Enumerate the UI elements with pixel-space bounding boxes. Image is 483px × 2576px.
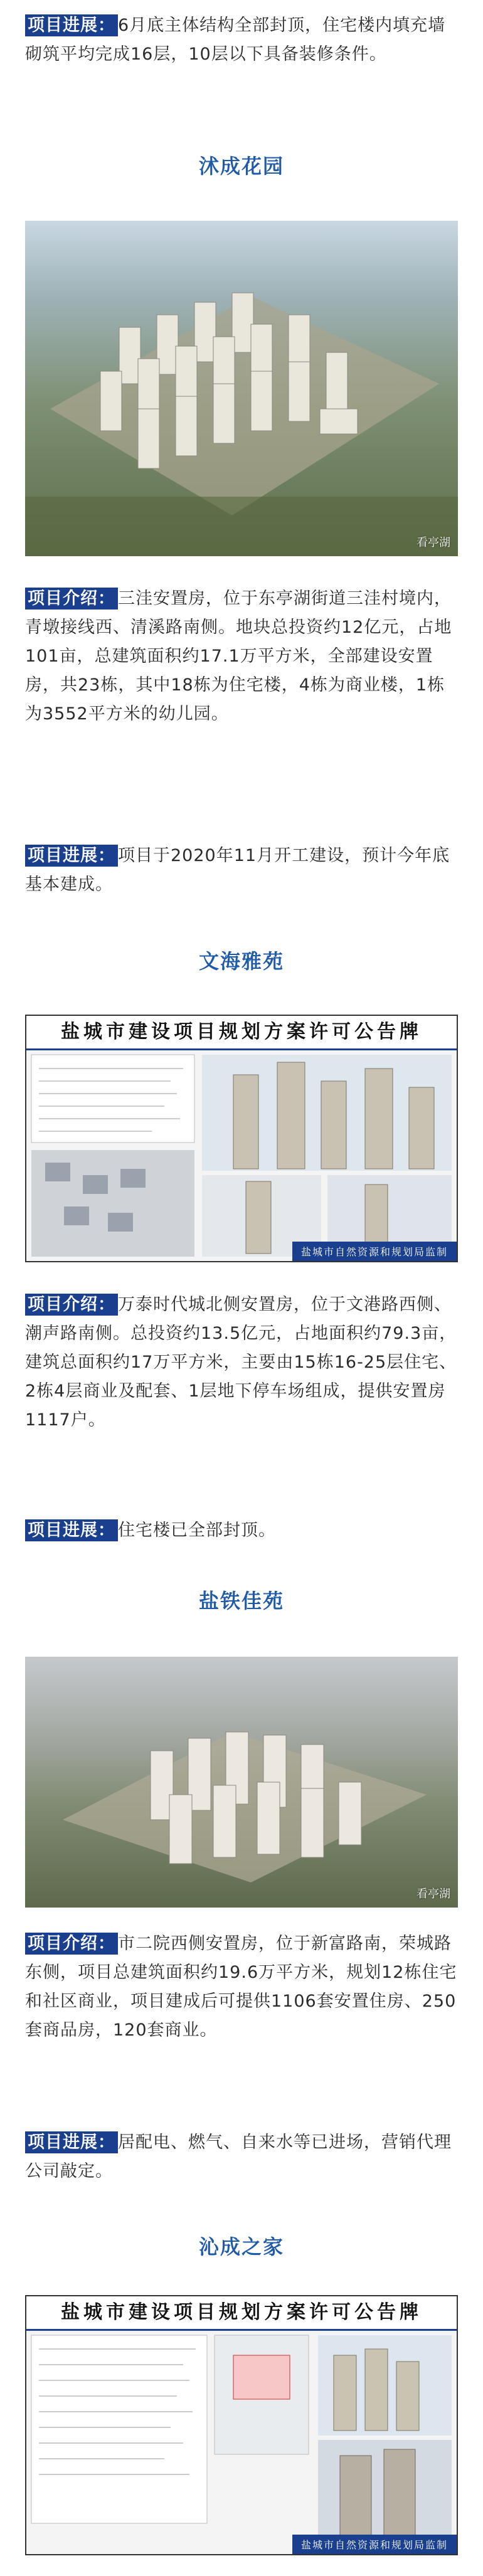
intro-text: 万泰时代城北侧安置房，位于文港路西侧、潮声路南侧。总投资约13.5亿元，占地面积约79.3亩，建筑总面积约17万平方米，主要由15栋16-25层住宅、2栋4层商业及配套、1层地下停车场组成，提供安置房1117户。 <box>25 1295 457 1430</box>
sign-illustration <box>26 2330 457 2555</box>
project-intro-paragraph <box>25 1291 458 1435</box>
sign-title: 盐城市建设项目规划方案许可公告牌 <box>26 1016 457 1050</box>
watermark-text: 看亭湖 <box>417 536 450 549</box>
progress-text: 项目于2020年11月开工建设，预计今年底基本建成。 <box>25 846 450 894</box>
intro-text: 市二院西侧安置房，位于新富路南，荣城路东侧，项目总建筑面积约19.6万平方米，规划12栋住宅和社区商业，项目建成后可提供1106套安置住房、250套商品房，120套商业。 <box>25 1934 457 2040</box>
section-title-shucheng: 沭成花园 <box>198 154 284 178</box>
progress-tag: 项目进展： <box>25 845 118 867</box>
sign-footer: 盐城市自然资源和规划局监制 <box>292 1242 457 1261</box>
aerial-rendering-image <box>25 221 458 556</box>
progress-tag: 项目进展： <box>25 14 118 36</box>
project-intro-paragraph <box>25 1929 458 2045</box>
planning-permit-sign-image <box>25 1015 458 1262</box>
progress-tag: 项目进展： <box>25 1519 118 1541</box>
progress-text: 住宅楼已全部封顶。 <box>118 1521 276 1540</box>
intro-text: 三洼安置房，位于东亭湖街道三洼村境内，青墩接线西、清溪路南侧。地块总投资约12亿元，占地101亩，总建筑面积约17.1万平方米，全部建设安置房，共23栋，其中18栋为住宅楼，4栋为商业楼，1栋为3552平方米的幼儿园。 <box>25 589 452 724</box>
sign-footer: 盐城市自然资源和规划局监制 <box>292 2535 457 2554</box>
building-illustration <box>25 1657 458 1908</box>
sign-title: 盐城市建设项目规划方案许可公告牌 <box>26 2296 457 2331</box>
section-title-qincheng: 沁成之家 <box>198 2235 284 2259</box>
section-title-wenhai: 文海雅苑 <box>198 949 284 973</box>
project-progress-paragraph <box>25 2128 458 2186</box>
project-intro-paragraph <box>25 584 458 729</box>
watermark-text: 看亭湖 <box>417 1887 450 1901</box>
intro-tag: 项目介绍： <box>25 1933 118 1955</box>
intro-tag: 项目介绍： <box>25 588 118 610</box>
project-progress-paragraph <box>25 842 458 899</box>
project-progress-paragraph <box>25 11 458 69</box>
intro-tag: 项目介绍： <box>25 1294 118 1316</box>
aerial-rendering-image <box>25 1657 458 1908</box>
project-progress-paragraph <box>25 1516 458 1545</box>
progress-text: 居配电、燃气、自来水等已进场，营销代理公司敲定。 <box>25 2133 452 2181</box>
progress-tag: 项目进展： <box>25 2131 118 2153</box>
progress-text: 6月底主体结构全部封顶，住宅楼内填充墙砌筑平均完成16层，10层以下具备装修条件。 <box>25 16 446 64</box>
section-title-yantie: 盐铁佳苑 <box>198 1589 284 1613</box>
planning-permit-sign-image <box>25 2295 458 2555</box>
sign-illustration <box>26 1050 457 1262</box>
building-illustration <box>25 221 458 556</box>
